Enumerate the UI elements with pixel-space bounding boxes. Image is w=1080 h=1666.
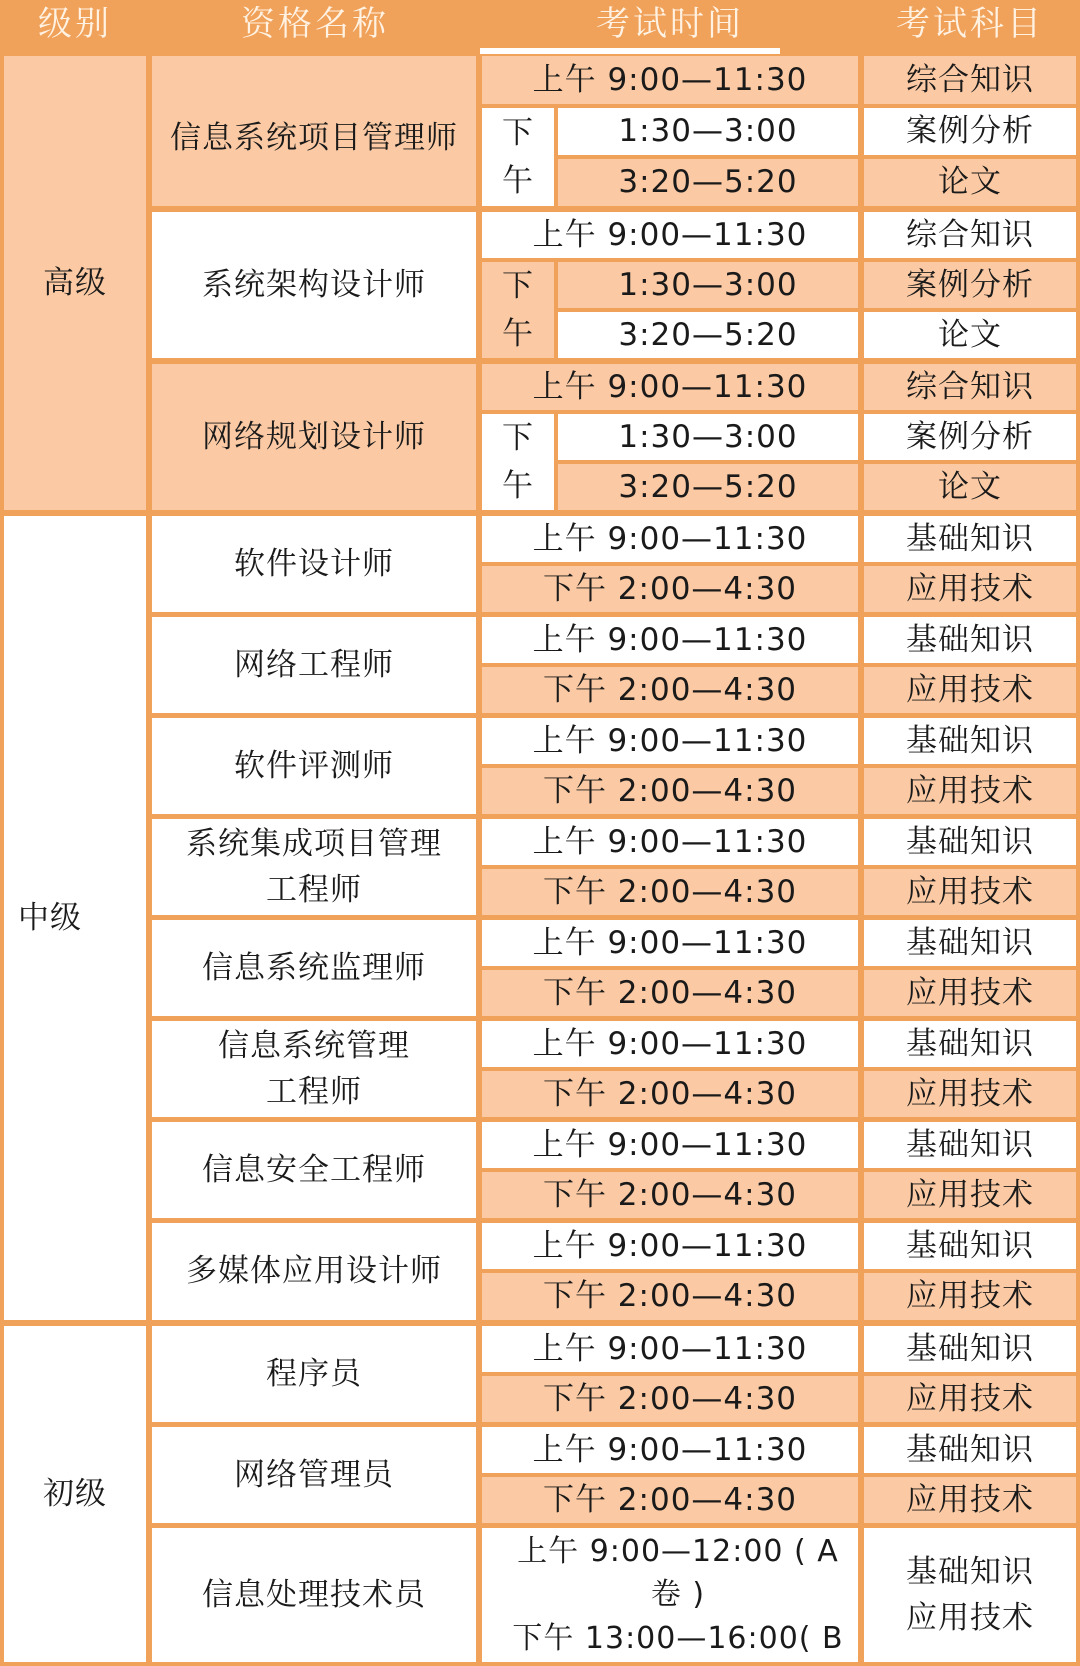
exam-subject: 应用技术 [864, 1172, 1076, 1218]
exam-name-line: 工程师 [266, 872, 362, 908]
exam-subject: 基础知识 [864, 1122, 1076, 1168]
exam-name: 软件评测师 [152, 718, 476, 814]
pm-label [482, 414, 554, 510]
exam-subject: 应用技术 [864, 768, 1076, 814]
exam-name: 网络规划设计师 [152, 364, 476, 510]
exam-time-am: 上午 9:00—11:30 [482, 1326, 858, 1372]
exam-time-pm: 下午 2:00—4:30 [482, 869, 858, 915]
special-arrangement [482, 1528, 858, 1662]
pm-label-char: 下 [502, 267, 534, 304]
exam-name: 信息处理技术员 [152, 1528, 476, 1662]
exam-subject: 应用技术 [864, 1071, 1076, 1117]
exam-time-pm: 下午 2:00—4:30 [482, 970, 858, 1016]
exam-time-pm: 3:20—5:20 [558, 159, 858, 206]
exam-time-am: 上午 9:00—11:30 [482, 920, 858, 966]
exam-name: 软件设计师 [152, 516, 476, 612]
special-arrangement-line: 上午 9:00—12:00 ( A 卷 ) [517, 1533, 839, 1613]
exam-time-am: 上午 9:00—11:30 [482, 1223, 858, 1269]
exam-subject: 基础知识 [864, 1326, 1076, 1372]
exam-name: 信息系统监理师 [152, 920, 476, 1016]
exam-time-am: 上午 9:00—11:30 [482, 1122, 858, 1168]
exam-time-pm: 下午 2:00—4:30 [482, 566, 858, 612]
level-junior: 初级 [4, 1326, 146, 1662]
exam-subject: 案例分析 [864, 414, 1076, 460]
exam-time-am: 上午 9:00—11:30 [482, 212, 858, 258]
exam-subject: 基础知识 [864, 1427, 1076, 1473]
exam-time-am: 上午 9:00—11:30 [482, 718, 858, 764]
exam-name: 信息系统项目管理师 [152, 56, 476, 206]
pm-label-char: 下 [502, 114, 534, 151]
exam-subject: 案例分析 [864, 262, 1076, 308]
exam-subject: 应用技术 [864, 566, 1076, 612]
exam-name: 多媒体应用设计师 [152, 1223, 476, 1320]
exam-subject: 论文 [864, 159, 1076, 206]
exam-subject: 基础知识 [864, 617, 1076, 663]
pm-label-char: 午 [502, 468, 534, 504]
exam-name: 系统架构设计师 [152, 212, 476, 358]
exam-subject: 应用技术 [864, 1273, 1076, 1320]
exam-subject: 基础知识 [906, 1553, 1034, 1590]
exam-subject: 应用技术 [864, 970, 1076, 1016]
exam-subject: 综合知识 [864, 56, 1076, 104]
exam-subject: 案例分析 [864, 108, 1076, 155]
exam-subject: 基础知识 [864, 819, 1076, 865]
exam-time-pm: 1:30—3:00 [558, 108, 858, 155]
header-subject: 考试科目 [896, 4, 1044, 45]
pm-label-char: 下 [502, 419, 534, 456]
exam-subject: 综合知识 [864, 212, 1076, 258]
header-qualification: 资格名称 [241, 4, 389, 45]
level-intermediate: 中级 [4, 516, 146, 1320]
exam-name [152, 1021, 476, 1117]
exam-time-am: 上午 9:00—11:30 [482, 516, 858, 562]
exam-time-pm: 下午 2:00—4:30 [482, 1172, 858, 1218]
exam-name-line: 工程师 [266, 1074, 362, 1110]
exam-time-am: 上午 9:00—11:30 [482, 1427, 858, 1473]
exam-time-pm: 下午 2:00—4:30 [482, 768, 858, 814]
exam-name: 程序员 [152, 1326, 476, 1422]
exam-time-pm: 下午 2:00—4:30 [482, 1376, 858, 1422]
exam-time-am: 上午 9:00—11:30 [482, 819, 858, 865]
exam-time-pm: 下午 2:00—4:30 [482, 1273, 858, 1320]
special-arrangement-line: 下午 13:00—16:00( B [512, 1620, 844, 1656]
exam-subject: 应用技术 [906, 1600, 1034, 1636]
pm-label-char: 午 [502, 163, 534, 199]
exam-subjects [864, 1528, 1076, 1662]
exam-subject: 基础知识 [864, 516, 1076, 562]
header-underline [480, 48, 780, 54]
exam-subject: 基础知识 [864, 920, 1076, 966]
header-time: 考试时间 [596, 4, 744, 45]
exam-time-am: 上午 9:00—11:30 [482, 617, 858, 663]
exam-subject: 基础知识 [864, 1223, 1076, 1269]
pm-label-char: 午 [502, 316, 534, 352]
exam-time-pm: 下午 2:00—4:30 [482, 667, 858, 713]
exam-name: 信息安全工程师 [152, 1122, 476, 1218]
exam-subject: 基础知识 [864, 1021, 1076, 1067]
exam-time-pm: 下午 2:00—4:30 [482, 1071, 858, 1117]
exam-subject: 应用技术 [864, 1477, 1076, 1523]
exam-name [152, 819, 476, 915]
exam-time-am: 上午 9:00—11:30 [482, 1021, 858, 1067]
exam-time-pm: 下午 2:00—4:30 [482, 1477, 858, 1523]
level-senior: 高级 [4, 56, 146, 510]
exam-time-am: 上午 9:00—11:30 [482, 364, 858, 410]
exam-time-pm: 3:20—5:20 [558, 312, 858, 358]
exam-subject: 论文 [864, 312, 1076, 358]
header-level: 级别 [38, 4, 112, 45]
exam-time-pm: 3:20—5:20 [558, 464, 858, 510]
exam-name: 网络管理员 [152, 1427, 476, 1523]
exam-subject: 应用技术 [864, 667, 1076, 713]
exam-name-line: 信息系统管理 [218, 1027, 410, 1064]
exam-subject: 应用技术 [864, 869, 1076, 915]
pm-label [482, 108, 554, 206]
exam-name-line: 系统集成项目管理 [186, 825, 442, 862]
exam-name: 网络工程师 [152, 617, 476, 713]
exam-time-am: 上午 9:00—11:30 [482, 56, 858, 104]
exam-time-pm: 1:30—3:00 [558, 414, 858, 460]
pm-label [482, 262, 554, 358]
exam-subject: 应用技术 [864, 1376, 1076, 1422]
exam-time-pm: 1:30—3:00 [558, 262, 858, 308]
exam-subject: 论文 [864, 464, 1076, 510]
exam-subject: 基础知识 [864, 718, 1076, 764]
exam-subject: 综合知识 [864, 364, 1076, 410]
